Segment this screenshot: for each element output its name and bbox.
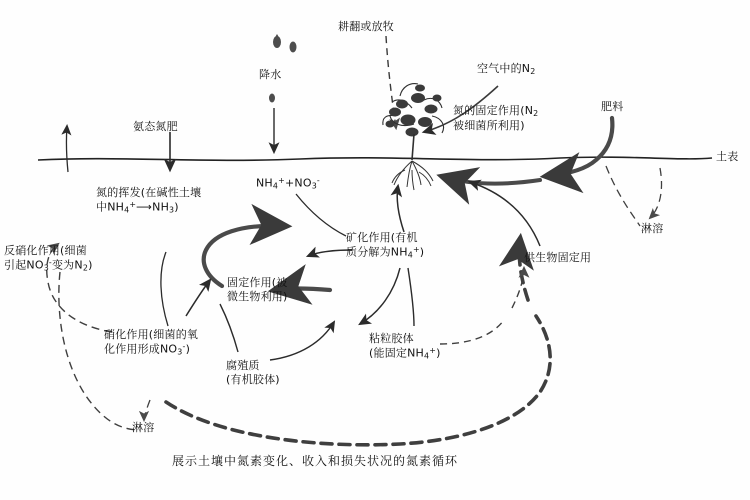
- diagram-caption: 展示土壤中氮素变化、收入和损失状况的氮素循环: [172, 454, 459, 468]
- label-ammonium-fertilizer: 氨态氮肥: [133, 120, 178, 133]
- label-leaching-right: 淋溶: [641, 222, 664, 235]
- label-nh4-no3: $NH_4^++NO_3^-$: [256, 176, 320, 191]
- label-denitrification: 反硝化作用(细菌 引起$NO_3^-$变为$N_2$): [4, 244, 93, 273]
- label-clay-colloid: 粘粒胶体 (能固定$NH_4^+$): [369, 332, 441, 361]
- label-humus: 腐殖质 (有机胶体): [226, 359, 280, 386]
- label-leaching-left: 淋溶: [132, 421, 155, 434]
- label-immobilization: 固定作用(被 微生物利用): [227, 276, 288, 303]
- label-tillage-grazing: 耕翻或放牧: [338, 20, 394, 33]
- label-mineralization: 矿化作用(有机 质分解为$NH_4^+$): [346, 231, 425, 260]
- label-air-nitrogen: 空气中的$N_2$: [477, 62, 536, 76]
- label-precipitation: 降水: [259, 68, 282, 81]
- label-biological-fixation: 供生物固定用: [524, 251, 592, 264]
- label-nitrogen-fixation: 氮的固定作用($N_2$ 被细菌所利用): [453, 104, 539, 132]
- label-nitrification: 硝化作用(细菌的氧 化作用形成$NO_3^-$): [104, 328, 199, 357]
- label-fertilizer: 肥料: [601, 100, 624, 113]
- label-soil-surface: 土表: [716, 150, 739, 163]
- soil-surface-line: [38, 157, 712, 160]
- label-ammonia-volatilization: 氮的挥发(在碱性土壤 中$NH_4^+⟶NH_3$): [96, 186, 202, 215]
